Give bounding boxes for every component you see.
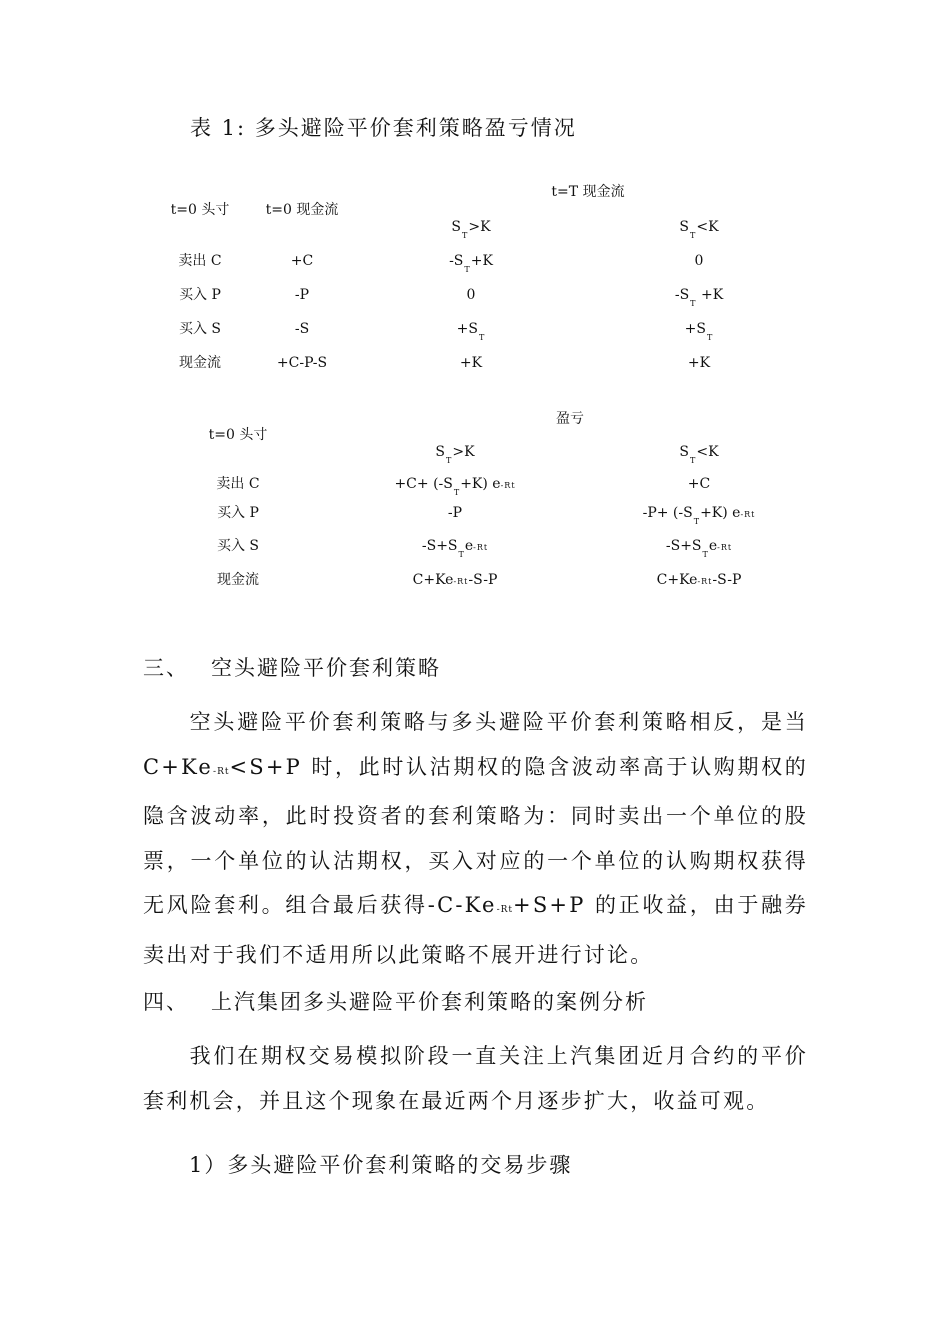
table2-cell: +C [687,476,711,492]
table2-cell: $-S+S_Te-Rt$ [421,538,489,559]
table1-cell: $+S_T$ [684,321,713,342]
table1-cell: -P [294,287,310,303]
table1-col-cashflow: t=0 现金流 [265,202,339,218]
section3-paragraph: 空头避险平价套利策略与多头避险平价套利策略相反，是当C+Ke-Rt<S+P 时，此时认沽期权的隐含波动率高于认购期权的隐含波动率，此时投资者的套利策略为：同时卖出一个单位的股票，一个单位的认沽期权，买入对应的一个单位的认购期权获得无风险套利。组合最后获得-C-Ke-Rt+S+P 的正收益，由于融券卖出对于我们不适用所以此策略不展开进行讨论。 [143,710,808,967]
table1-cell: $+S_T$ [456,321,485,342]
table2-cell: C+Ke-Rt-S-P [412,572,498,588]
table1-col-st-lt-k: $S_T<K$ [679,219,719,240]
table1-row-label: 卖出 C [178,253,222,269]
table1-col-position: t=0 头寸 [170,202,230,218]
table1-col-st-gt-k: $S_T>K$ [451,219,491,240]
table2-row-label: 买入 S [216,538,260,554]
table1-cell: +C-P-S [276,355,328,371]
table1-super-header: t=T 现金流 [551,184,625,200]
section4-title: 上汽集团多头避险平价套利策略的案例分析 [211,990,648,1014]
table2-row-label: 买入 P [217,505,259,521]
table1-cell: $-S_T+K$ [449,253,493,274]
table1-cell: 0 [466,287,476,303]
table1-row-label: 买入 P [179,287,221,303]
table1-cell: -S [294,321,310,337]
table1-cell: +C [290,253,314,269]
table1-row-label: 买入 S [178,321,222,337]
table2-super-header: 盈亏 [556,411,584,427]
table1-row-label: 现金流 [179,355,221,371]
section4-heading [143,986,648,1016]
table2-cell: -P [447,505,463,521]
section4-number: 四、 [143,990,189,1014]
table2-cell: $-P+ (-S_T+K)$ e-Rt [642,505,756,526]
table2-col-position: t=0 头寸 [208,427,268,443]
table2-cell: $-S+S_Te-Rt$ [665,538,733,559]
table1-cell: +K [687,355,711,371]
table1-cell: 0 [694,253,704,269]
section3-title: 空头避险平价套利策略 [211,656,441,680]
table2-col-st-lt-k: $S_T<K$ [679,444,719,465]
table2-cell: C+Ke-Rt-S-P [656,572,742,588]
table1-cell: $-S_T +K$ [674,287,724,308]
section3-number: 三、 [143,656,189,680]
section4-subheading: 1）多头避险平价套利策略的交易步骤 [189,1153,573,1177]
table2-cell: $+C+ (-S_T+K)$ e-Rt [394,476,516,497]
section4-paragraph: 我们在期权交易模拟阶段一直关注上汽集团近月合约的平价套利机会，并且这个现象在最近两个月逐步扩大，收益可观。 [143,1044,808,1113]
table1-cell: +K [459,355,483,371]
table2-col-st-gt-k: $S_T>K$ [435,444,475,465]
table2-row-label: 现金流 [217,572,259,588]
section3-heading [143,652,441,682]
table1-title: 表 1: 多头避险平价套利策略盈亏情况 [190,116,577,140]
table2-row-label: 卖出 C [216,476,260,492]
